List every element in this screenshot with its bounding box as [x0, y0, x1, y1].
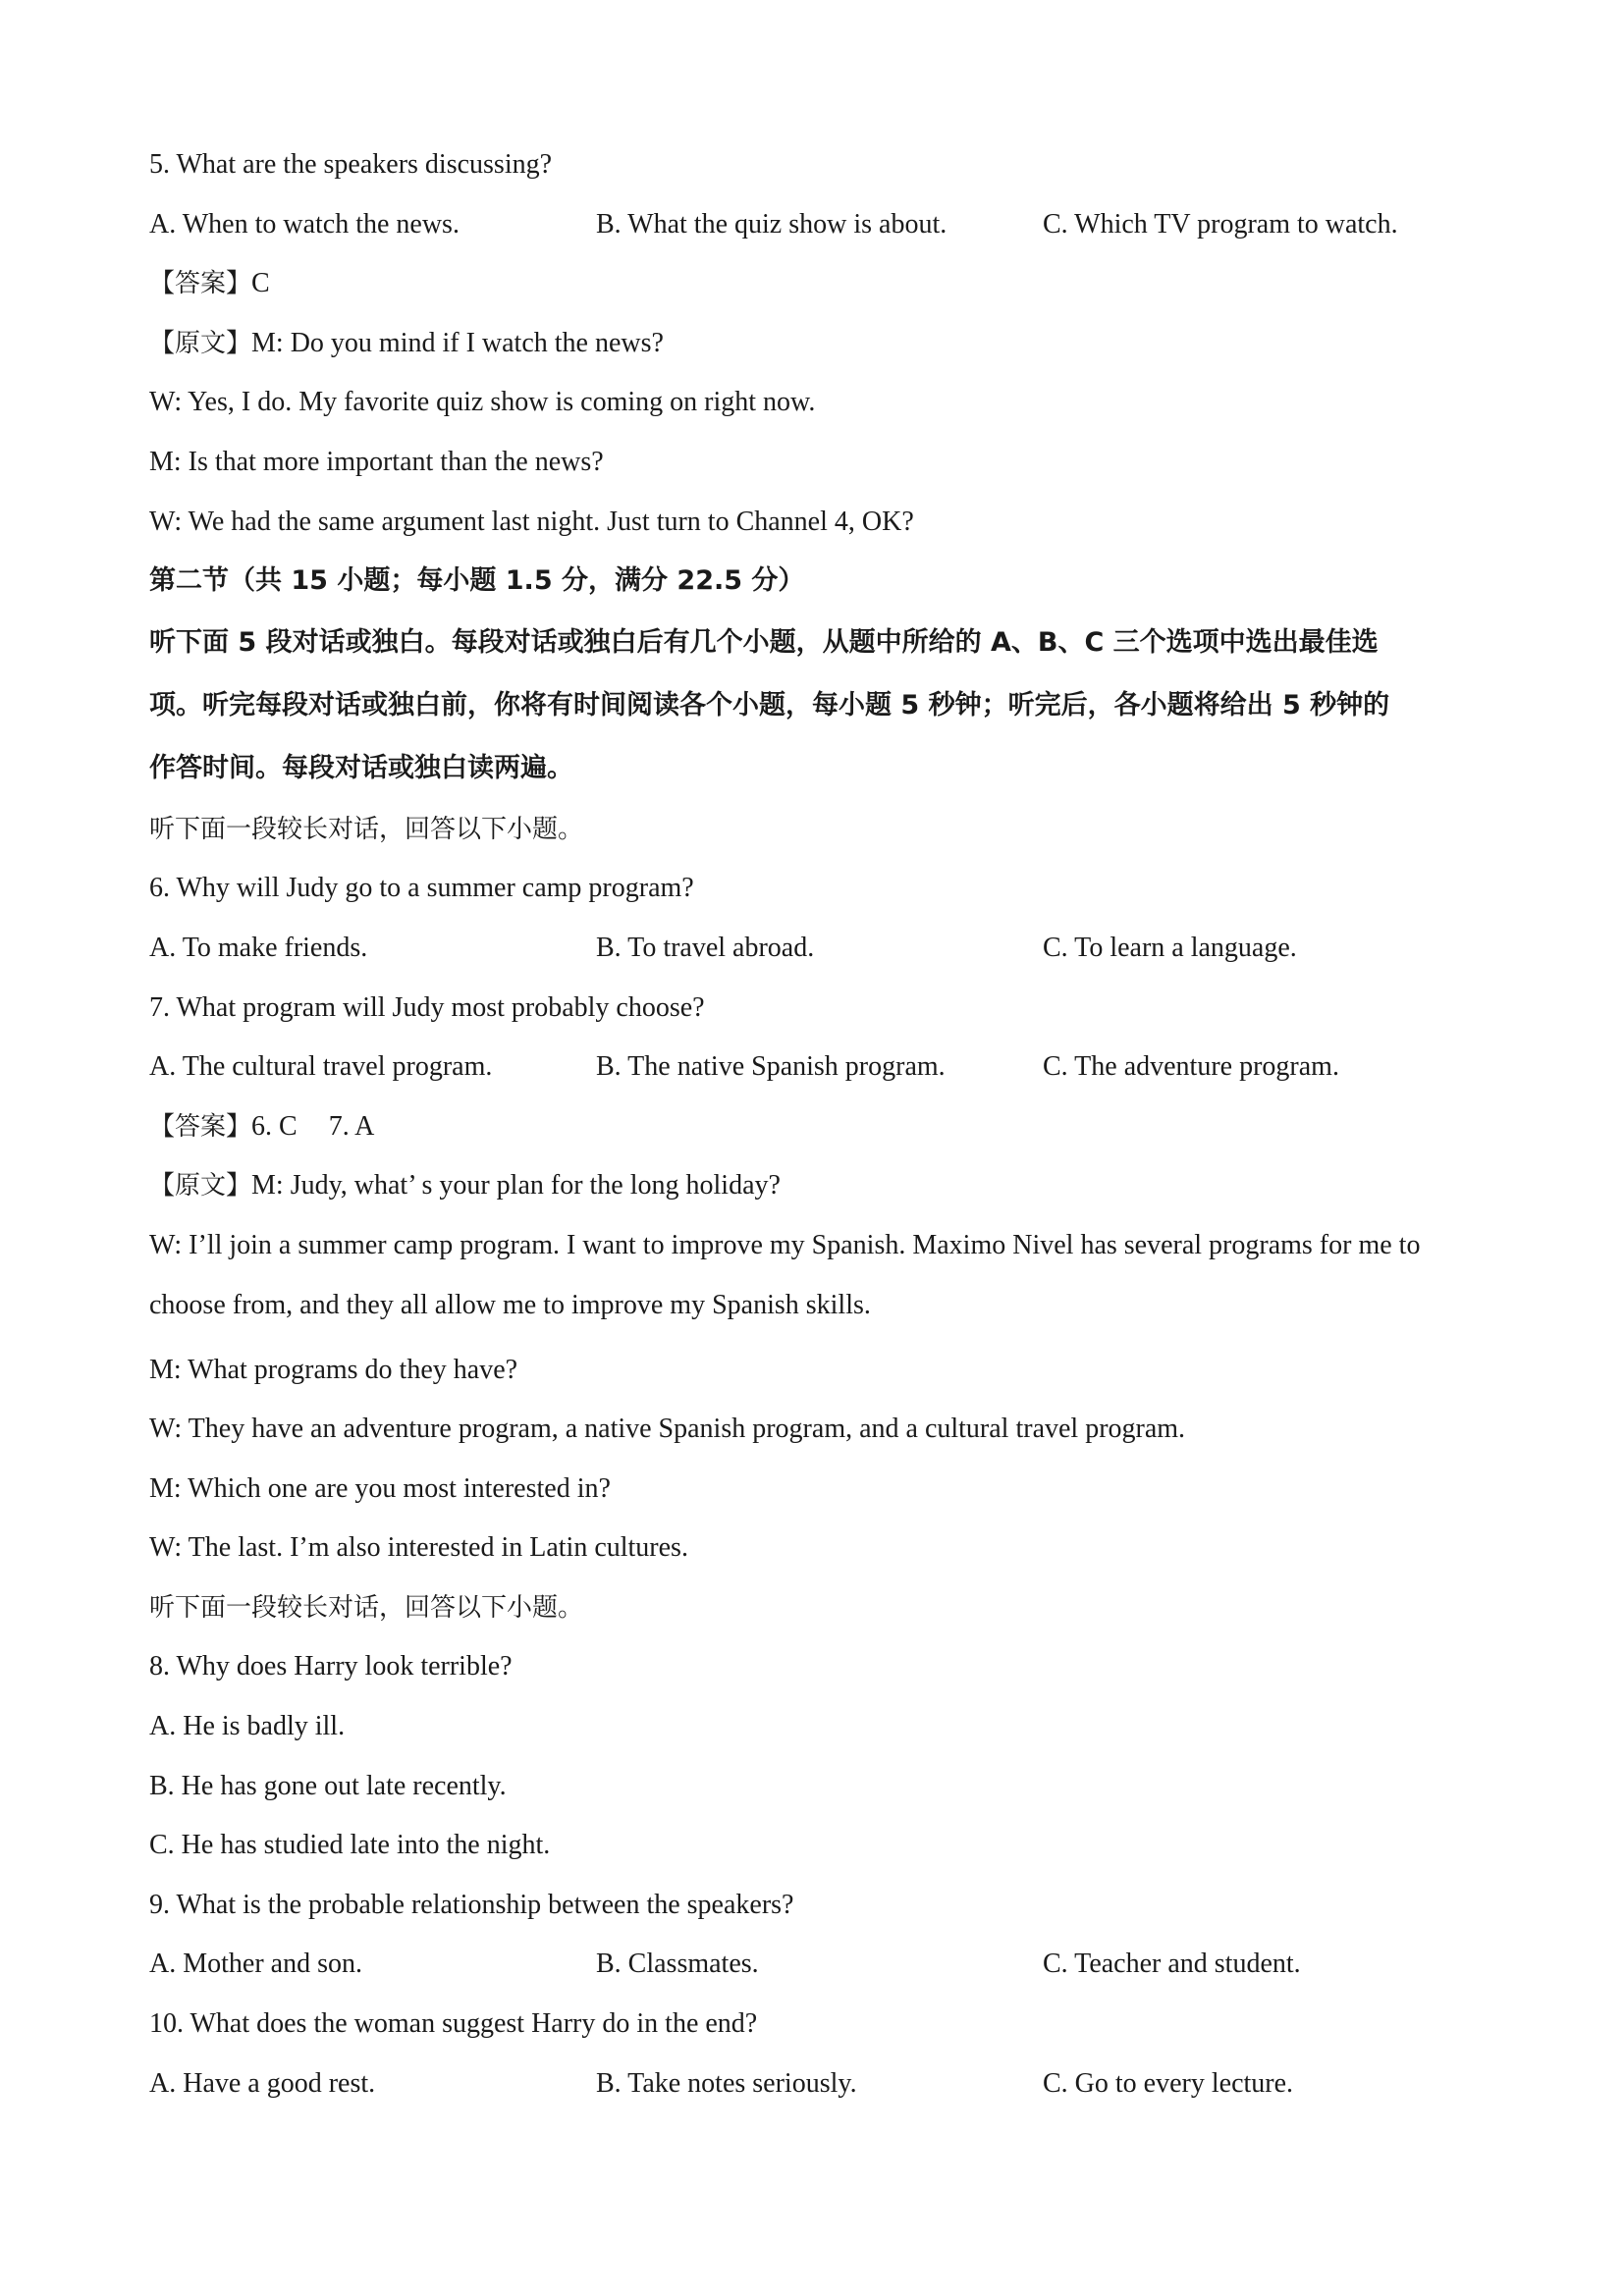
option-a: A. When to watch the news.: [149, 208, 460, 240]
section-instructions-2: 项。听完每段对话或独白前，你将有时间阅读各个小题，每小题 5 秒钟；听完后，各小题将给出 5 秒钟的: [149, 689, 1390, 721]
answer-value-6: 6. C: [251, 1110, 298, 1142]
option-b: B. What the quiz show is about.: [596, 208, 947, 240]
answer-value-7: 7. A: [328, 1110, 375, 1142]
transcript-6-line-2b: choose from, and they all allow me to improve my Spanish skills.: [149, 1289, 871, 1320]
transcript-6-line-1: [149, 1156, 1494, 1216]
option-a: A. To make friends.: [149, 932, 368, 963]
question-10-options: [149, 2055, 1494, 2114]
question-8-option-c: C. He has studied late into the night.: [149, 1830, 551, 1861]
option-c: C. To learn a language.: [1043, 932, 1297, 963]
question-7-options: [149, 1038, 1494, 1097]
question-9: 9. What is the probable relationship between the speakers?: [149, 1889, 794, 1920]
question-10: 10. What does the woman suggest Harry do in the end?: [149, 2008, 758, 2040]
option-a: A. Mother and son.: [149, 1949, 362, 1980]
transcript-5-line-3: M: Is that more important than the news?: [149, 446, 604, 477]
option-b: B. Take notes seriously.: [596, 2067, 857, 2099]
question-5: 5. What are the speakers discussing?: [149, 149, 553, 180]
section-heading: 第二节（共 15 小题；每小题 1.5 分，满分 22.5 分）: [149, 565, 805, 597]
option-b: B. Classmates.: [596, 1949, 759, 1980]
option-c: C. Which TV program to watch.: [1043, 208, 1398, 240]
question-9-options: [149, 1935, 1494, 1995]
answer-tag: 【答案】: [149, 1111, 252, 1142]
transcript-text: M: Judy, what’ s your plan for the long holiday?: [251, 1170, 781, 1201]
question-6: 6. Why will Judy go to a summer camp program?: [149, 873, 694, 904]
section-instructions-3: 作答时间。每段对话或独白读两遍。: [149, 752, 573, 783]
section-instructions-1: 听下面 5 段对话或独白。每段对话或独白后有几个小题，从题中所给的 A、B、C 三个选项中选出最佳选: [149, 626, 1379, 658]
answer-tag: 【答案】: [149, 269, 252, 299]
transcript-6-line-5: M: Which one are you most interested in?: [149, 1472, 611, 1504]
document-page: [149, 135, 1494, 2113]
question-5-options: [149, 195, 1494, 255]
question-7: 7. What program will Judy most probably choose?: [149, 991, 705, 1023]
answer-5: [149, 254, 1494, 314]
transcript-6-line-6: W: The last. I’m also interested in Latin cultures.: [149, 1532, 688, 1564]
answer-6-7: [149, 1097, 1494, 1157]
transcript-tag: 【原文】: [149, 328, 252, 358]
option-a: A. The cultural travel program.: [149, 1051, 493, 1083]
transcript-text: M: Do you mind if I watch the news?: [251, 327, 664, 358]
option-b: B. To travel abroad.: [596, 932, 815, 963]
question-8-option-b: B. He has gone out late recently.: [149, 1770, 507, 1801]
transcript-5-line-1: [149, 314, 1494, 374]
option-c: C. Go to every lecture.: [1043, 2067, 1294, 2099]
question-8-option-a: A. He is badly ill.: [149, 1711, 346, 1742]
option-b: B. The native Spanish program.: [596, 1051, 946, 1083]
question-8: 8. Why does Harry look terrible?: [149, 1651, 513, 1682]
transcript-6-line-2a: W: I’ll join a summer camp program. I want to improve my Spanish. Maximo Nivel has several programs for me to: [149, 1229, 1421, 1260]
answer-value: C: [251, 268, 270, 299]
option-c: C. Teacher and student.: [1043, 1949, 1301, 1980]
transcript-tag: 【原文】: [149, 1171, 252, 1201]
dialog-intro: 听下面一段较长对话，回答以下小题。: [149, 814, 584, 844]
option-c: C. The adventure program.: [1043, 1051, 1339, 1083]
transcript-5-line-4: W: We had the same argument last night. Just turn to Channel 4, OK?: [149, 506, 914, 537]
option-a: A. Have a good rest.: [149, 2067, 376, 2099]
transcript-5-line-2: W: Yes, I do. My favorite quiz show is coming on right now.: [149, 387, 816, 418]
transcript-6-line-4: W: They have an adventure program, a native Spanish program, and a cultural travel program.: [149, 1414, 1186, 1445]
dialog-intro: 听下面一段较长对话，回答以下小题。: [149, 1592, 584, 1623]
transcript-6-line-3: M: What programs do they have?: [149, 1354, 518, 1385]
question-6-options: [149, 919, 1494, 979]
